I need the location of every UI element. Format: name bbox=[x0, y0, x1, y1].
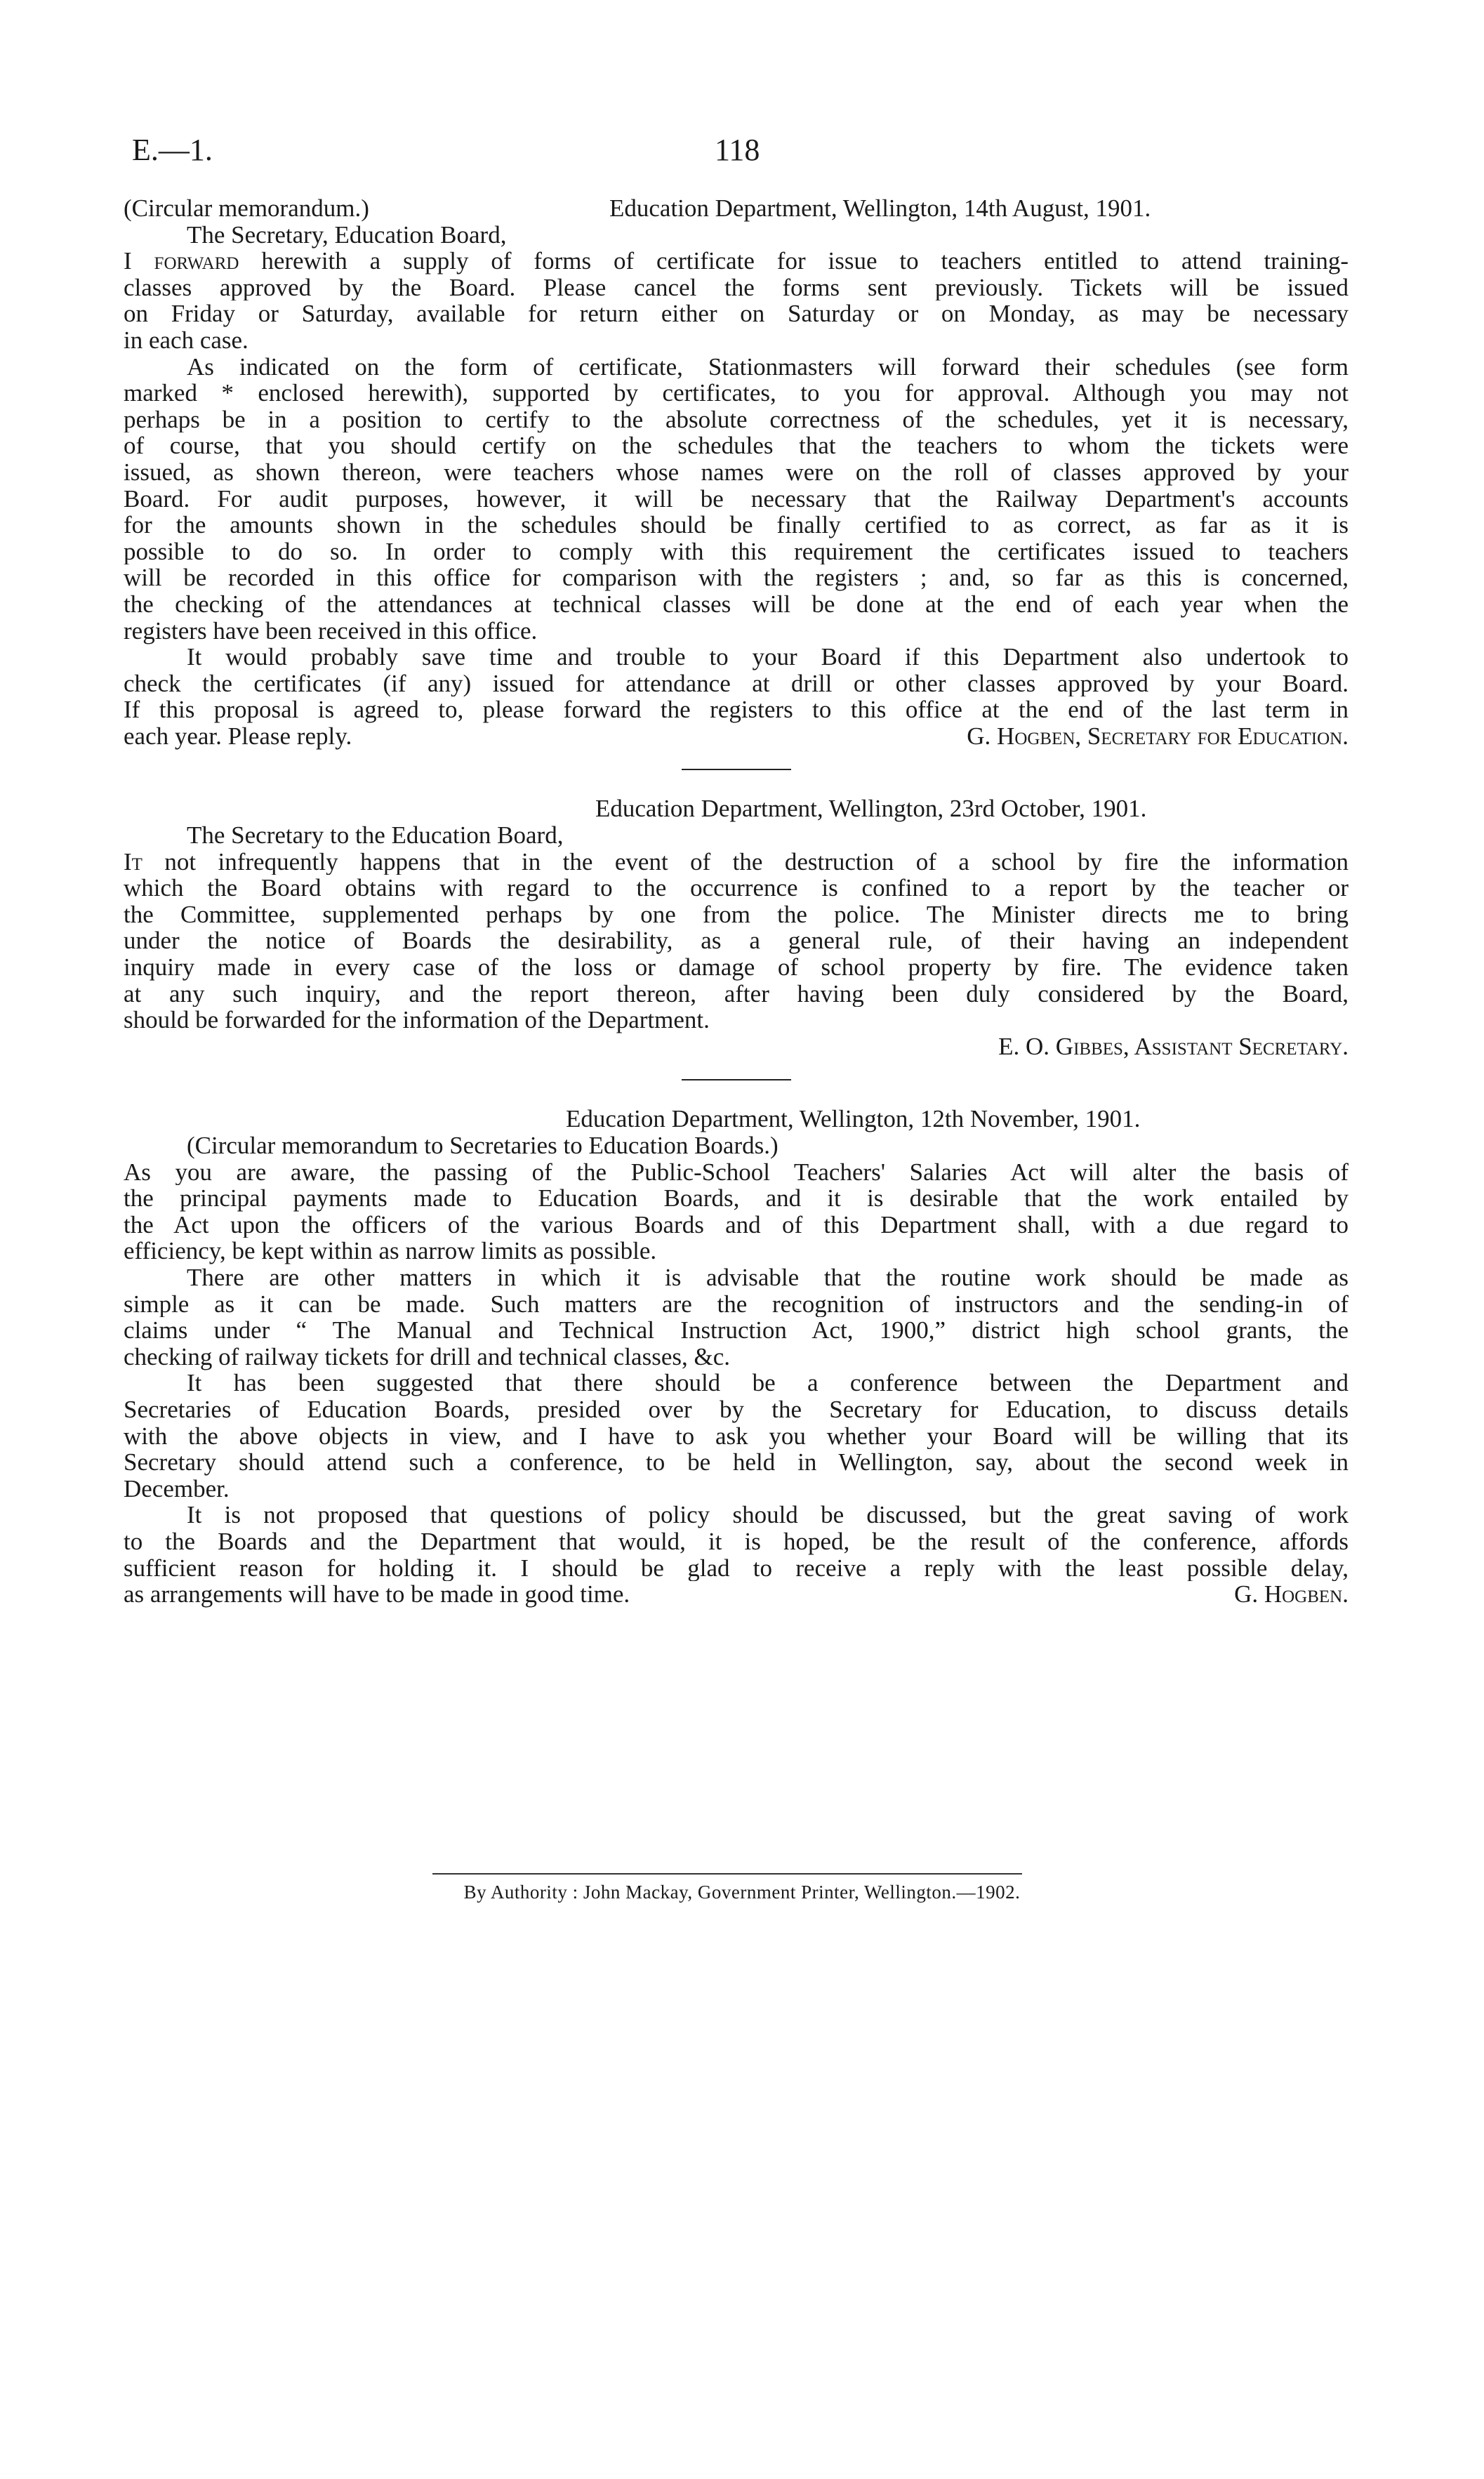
body-line: issued, as shown thereon, were teachers whose names were on the roll of classes approved by your bbox=[124, 458, 1349, 486]
body-line-with-signature: as arrangements will have to be made in good time. G. Hogben. bbox=[124, 1580, 1349, 1608]
body-line-with-signature: each year. Please reply. G. Hogben, Secretary for Education. bbox=[124, 722, 1349, 750]
signature: G. Hogben, Secretary for Education. bbox=[967, 722, 1349, 750]
body-line: of course, that you should certify on the schedules that the teachers to whom the tickets were bbox=[124, 432, 1349, 459]
memo-subheading: (Circular memorandum to Secretaries to Education Boards.) bbox=[187, 1132, 779, 1159]
body-line: to the Boards and the Department that would, it is hoped, be the result of the conference, affords bbox=[124, 1528, 1349, 1555]
body-line: Secretaries of Education Boards, presided over by the Secretary for Education, to discuss details bbox=[124, 1396, 1349, 1423]
body-line: It is not proposed that questions of policy should be discussed, but the great saving of work bbox=[187, 1502, 1349, 1528]
body-line: It not infrequently happens that in the event of the destruction of a school by fire the information bbox=[124, 848, 1349, 875]
memo-dateline: Education Department, Wellington, 23rd October, 1901. bbox=[595, 795, 1147, 823]
body-line: in each case. bbox=[124, 326, 249, 354]
page-number: 118 bbox=[715, 133, 760, 167]
body-line: with the above objects in view, and I have to ask you whether your Board will be willing that its bbox=[124, 1422, 1349, 1450]
signature-line bbox=[124, 1033, 1349, 1060]
body-line: December. bbox=[124, 1474, 230, 1502]
lead-word: I forward bbox=[124, 248, 239, 275]
body-line: I forward herewith a supply of forms of certificate for issue to teachers entitled to attend training- bbox=[124, 248, 1349, 275]
section-divider bbox=[682, 769, 791, 770]
body-line: It would probably save time and trouble to your Board if this Department also undertook to bbox=[187, 644, 1349, 670]
memo-addressee: The Secretary, Education Board, bbox=[187, 220, 507, 249]
section-divider bbox=[682, 1079, 791, 1080]
body-line: on Friday or Saturday, available for return either on Saturday or on Monday, as may be necessary bbox=[124, 300, 1349, 327]
body-line: inquiry made in every case of the loss or damage of school property by fire. The evidence taken bbox=[124, 954, 1349, 981]
body-line: efficiency, be kept within as narrow limits as possible. bbox=[124, 1237, 657, 1265]
body-line: claims under “ The Manual and Technical Instruction Act, 1900,” district high school grants, the bbox=[124, 1317, 1349, 1344]
body-line: simple as it can be made. Such matters are the recognition of instructors and the sending-in of bbox=[124, 1290, 1349, 1318]
memo-heading bbox=[124, 195, 1349, 222]
memo-heading bbox=[124, 795, 1349, 822]
body-line: check the certificates (if any) issued for attendance at drill or other classes approved by your Board. bbox=[124, 670, 1349, 697]
body-line: marked * enclosed herewith), supported by certificates, to you for approval. Although you may not bbox=[124, 380, 1349, 406]
body-line: It has been suggested that there should be a conference between the Department and bbox=[187, 1370, 1349, 1396]
memo-addressee: The Secretary to the Education Board, bbox=[187, 821, 564, 850]
page-content bbox=[124, 195, 1349, 1608]
signature: E. O. Gibbes, Assistant Secretary. bbox=[998, 1032, 1349, 1060]
body-line: the Act upon the officers of the various Boards and of this Department shall, with a due regard to bbox=[124, 1211, 1349, 1238]
body-line: under the notice of Boards the desirability, as a general rule, of their having an independent bbox=[124, 927, 1349, 955]
body-line: classes approved by the Board. Please cancel the forms sent previously. Tickets will be issued bbox=[124, 274, 1349, 301]
body-line: the Committee, supplemented perhaps by one from the police. The Minister directs me to bring bbox=[124, 901, 1349, 928]
body-line: If this proposal is agreed to, please forward the registers to this office at the end of the last term in bbox=[124, 696, 1349, 723]
memo-heading bbox=[124, 1106, 1349, 1132]
body-line: registers have been received in this office. bbox=[124, 616, 538, 644]
body-line: the principal payments made to Education Boards, and it is desirable that the work entailed by bbox=[124, 1185, 1349, 1212]
body-line: at any such inquiry, and the report thereon, after having been duly considered by the Board, bbox=[124, 980, 1349, 1007]
memo-type: (Circular memorandum.) bbox=[124, 194, 369, 222]
memo-12th-november-1901 bbox=[124, 1106, 1349, 1607]
imprint-divider bbox=[432, 1873, 1022, 1875]
body-line: There are other matters in which it is advisable that the routine work should be made as bbox=[187, 1264, 1349, 1291]
signature: G. Hogben. bbox=[1234, 1580, 1349, 1608]
memo-14th-august-1901 bbox=[124, 195, 1349, 749]
body-line: should be forwarded for the information of the Department. bbox=[124, 1006, 710, 1034]
memo-dateline: Education Department, Wellington, 14th August, 1901. bbox=[609, 194, 1151, 222]
page-header bbox=[132, 132, 1353, 174]
body-line: sufficient reason for holding it. I should be glad to receive a reply with the least possible delay, bbox=[124, 1554, 1349, 1582]
body-line: checking of railway tickets for drill and technical classes, &c. bbox=[124, 1342, 730, 1370]
body-line: Board. For audit purposes, however, it will be necessary that the Railway Department's accounts bbox=[124, 485, 1349, 513]
body-line: the checking of the attendances at technical classes will be done at the end of each year when the bbox=[124, 590, 1349, 618]
lead-word: It bbox=[124, 848, 143, 875]
body-line: will be recorded in this office for comparison with the registers ; and, so far as this is concerned, bbox=[124, 564, 1349, 591]
body-line: for the amounts shown in the schedules should be finally certified to as correct, as far as it is bbox=[124, 512, 1349, 538]
body-line: As you are aware, the passing of the Public-School Teachers' Salaries Act will alter the basis of bbox=[124, 1158, 1349, 1186]
body-line: perhaps be in a position to certify to the absolute correctness of the schedules, yet it is necessary, bbox=[124, 406, 1349, 433]
body-line: possible to do so. In order to comply with this requirement the certificates issued to teachers bbox=[124, 538, 1349, 565]
memo-23rd-october-1901 bbox=[124, 795, 1349, 1059]
body-line: Secretary should attend such a conference, to be held in Wellington, say, about the second week in bbox=[124, 1449, 1349, 1476]
body-line: As indicated on the form of certificate, Stationmasters will forward their schedules (see form bbox=[187, 353, 1349, 381]
printer-imprint: By Authority : John Mackay, Government Printer, Wellington.—1902. bbox=[463, 1882, 1021, 1903]
body-line: which the Board obtains with regard to the occurrence is confined to a report by the teacher or bbox=[124, 875, 1349, 901]
document-code: E.—1. bbox=[132, 133, 213, 167]
memo-dateline: Education Department, Wellington, 12th November, 1901. bbox=[566, 1105, 1141, 1133]
